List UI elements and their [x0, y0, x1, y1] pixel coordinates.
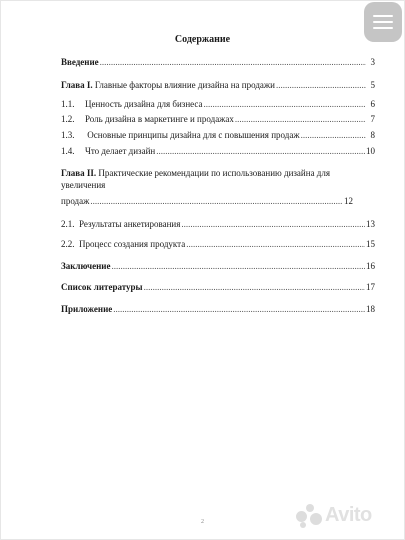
toc-entry-label: Результаты анкетирования	[79, 219, 181, 229]
toc-title: Содержание	[174, 34, 231, 45]
section-number: 2.2.	[61, 239, 75, 249]
leader-dots	[144, 282, 365, 293]
toc-entry-label: Практические рекомендации по использованию дизайна для	[96, 168, 331, 178]
section-number: 1.3.	[61, 130, 75, 140]
toc-entry-chapter-2-line2: увеличения	[61, 180, 106, 190]
toc-entry-label: продаж	[61, 196, 90, 206]
leader-dots	[100, 57, 366, 68]
toc-entry-chapter-1	[61, 80, 375, 91]
toc-entry-label: Главные факторы влияние дизайна на продажи	[92, 80, 275, 90]
toc-entry-1-4	[61, 146, 375, 157]
toc-page-number: 10	[366, 146, 375, 156]
toc-entry-label: Заключение	[61, 261, 111, 271]
toc-entry-label: Список литературы	[61, 282, 143, 292]
toc-page-number: 15	[366, 239, 375, 249]
chapter-prefix: Глава II.	[61, 168, 97, 178]
leader-dots	[276, 80, 366, 91]
toc-entry-label: Процесс создания продукта	[79, 239, 186, 249]
toc-page-number: 7	[370, 114, 375, 124]
toc-page-number: 16	[366, 261, 375, 271]
toc-entry-label: Основные принципы дизайна для с повышения продаж	[85, 130, 300, 140]
toc-entry-chapter-2-line3	[61, 196, 353, 207]
toc-page-number: 8	[370, 130, 375, 140]
toc-page-number: 3	[370, 57, 375, 67]
toc-entry-references	[61, 282, 375, 293]
toc-page-number: 6	[370, 99, 375, 109]
leader-dots	[186, 239, 365, 250]
page-number: 2	[201, 519, 204, 525]
leader-dots	[235, 114, 366, 125]
toc-entry-label: Введение	[61, 57, 99, 67]
toc-page-number: 18	[366, 304, 375, 314]
toc-page-number: 13	[366, 219, 375, 229]
avito-watermark	[296, 500, 401, 530]
toc-entry-appendix	[61, 304, 375, 315]
toc-entry-1-1	[61, 99, 375, 110]
toc-entry-1-2	[61, 114, 375, 125]
section-number: 1.2.	[61, 114, 75, 124]
toc-entry-label: Ценность дизайна для бизнеса	[85, 99, 203, 109]
toc-page-number: 12	[344, 196, 353, 206]
leader-dots	[301, 130, 366, 141]
leader-dots	[90, 196, 343, 207]
toc-entry-conclusion	[61, 261, 375, 272]
leader-dots	[204, 99, 366, 110]
section-number: 1.4.	[61, 146, 75, 156]
toc-entry-intro	[61, 57, 375, 68]
watermark-text: Avito	[325, 503, 372, 526]
toc-entry-chapter-2-line1	[61, 167, 361, 179]
toc-page-number: 17	[366, 282, 375, 292]
leader-dots	[156, 146, 365, 157]
toc-entry-2-1	[61, 219, 375, 230]
toc-entry-1-3	[61, 130, 375, 141]
leader-dots	[113, 304, 365, 315]
section-number: 2.1.	[61, 219, 75, 229]
leader-dots	[181, 219, 365, 230]
toc-entry-label: Приложение	[61, 304, 113, 314]
section-number: 1.1.	[61, 99, 75, 109]
chapter-prefix: Глава I.	[61, 80, 93, 90]
toc-entry-label: Роль дизайна в маркетинге и продажах	[85, 114, 234, 124]
toc-page-number: 5	[370, 80, 375, 90]
leader-dots	[111, 261, 365, 272]
toc-entry-label: Что делает дизайн	[85, 146, 156, 156]
hamburger-menu-icon[interactable]	[364, 2, 402, 42]
avito-logo-icon	[296, 502, 322, 528]
toc-entry-2-2	[61, 239, 375, 250]
